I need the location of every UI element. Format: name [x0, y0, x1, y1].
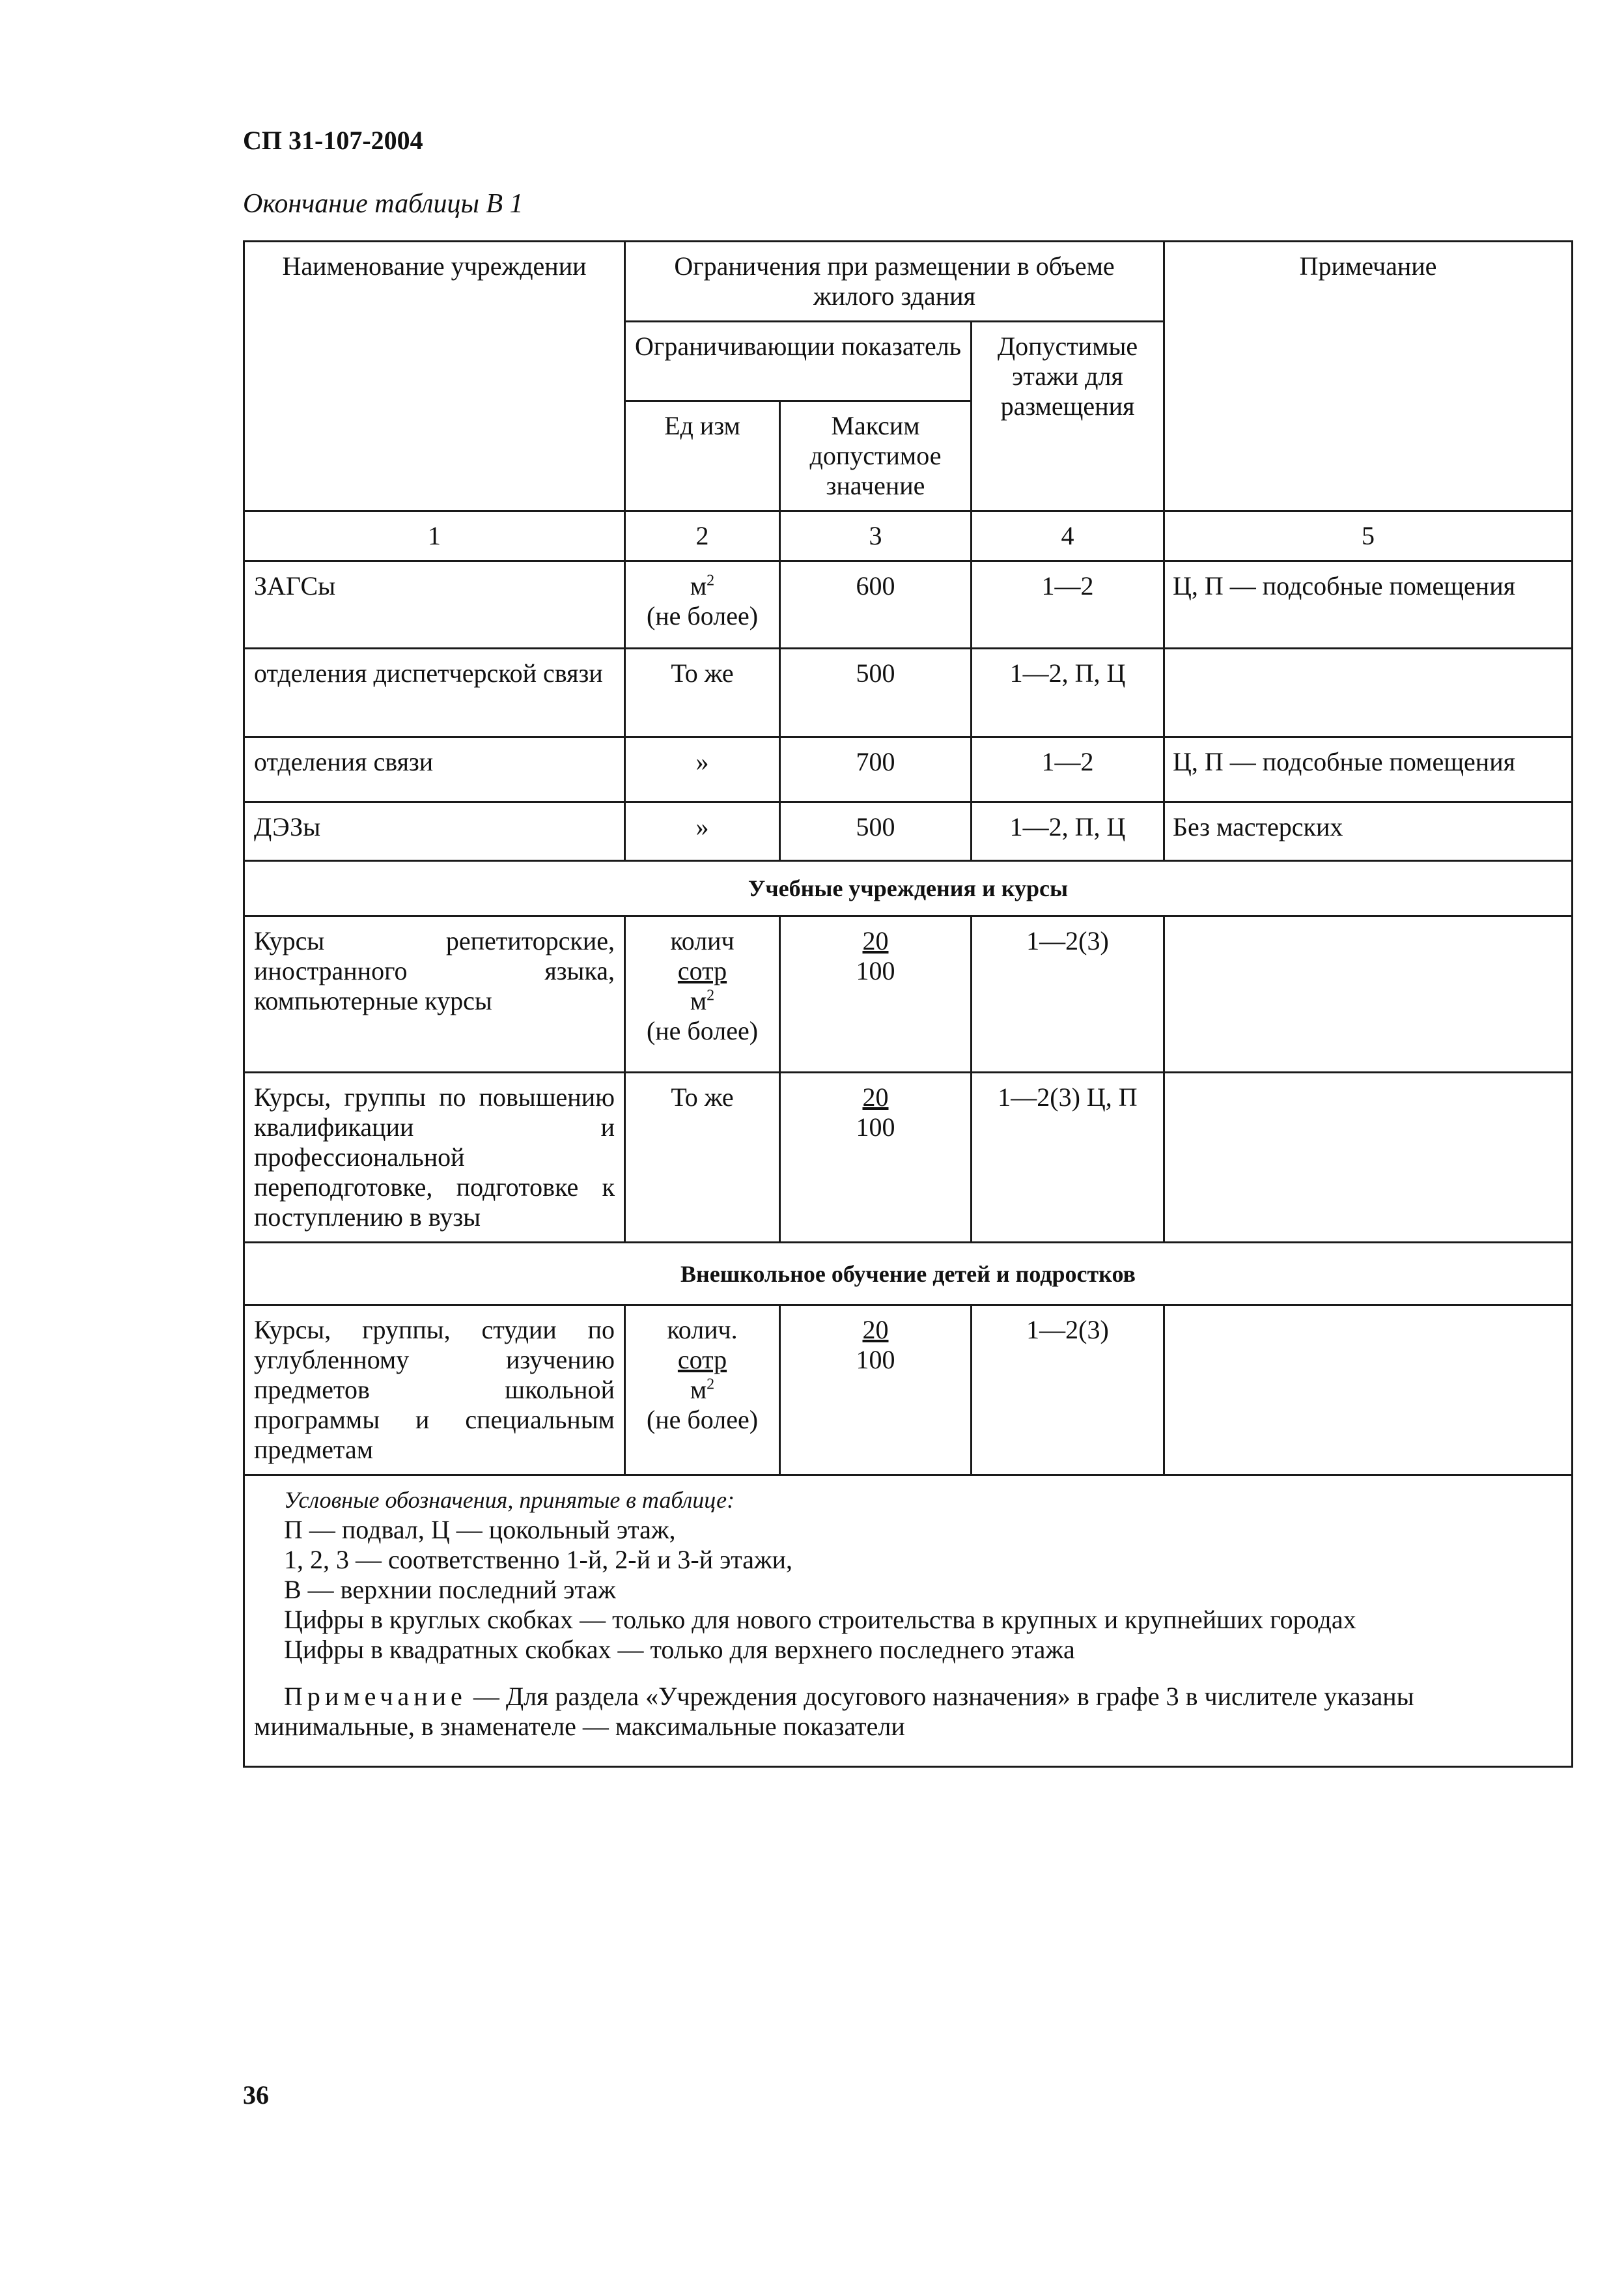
row-unit: То же [625, 649, 780, 737]
value-numerator: 20 [862, 1315, 889, 1344]
main-table [243, 240, 1573, 1768]
row-unit [625, 916, 780, 1073]
unit-extra: (не более) [646, 601, 759, 630]
value-denominator: 100 [856, 1112, 895, 1142]
row-unit [625, 561, 780, 649]
unit-main: м [690, 986, 707, 1015]
col-number: 3 [780, 511, 972, 561]
notes-row [244, 1475, 1573, 1767]
section-title: Внешкольное обучение детей и подростков [244, 1243, 1573, 1305]
table-row [244, 1073, 1573, 1243]
col-number: 4 [972, 511, 1164, 561]
row-floors: 1—2 [972, 561, 1164, 649]
col-header-restrictions: Ограничения при размещении в объеме жилого здания [625, 242, 1164, 322]
row-name: отделения диспетчерской связи [244, 649, 625, 737]
row-floors: 1—2(3) [972, 1305, 1164, 1475]
col-header-unit: Ед изм [625, 401, 780, 511]
col-header-name: Наименование учреждении [244, 242, 625, 511]
col-header-indicator: Ограничивающии показатель [625, 322, 972, 401]
unit-top: колич. [667, 1315, 738, 1344]
unit-mid: сотр [677, 956, 727, 985]
document-code: СП 31-107-2004 [243, 126, 423, 155]
row-value [780, 1305, 972, 1475]
row-unit: » [625, 802, 780, 861]
row-value [780, 1073, 972, 1243]
section-title: Учебные учреждения и курсы [244, 861, 1573, 916]
row-note: Ц, П — подсобные помещения [1164, 737, 1573, 802]
row-name: Курсы репетиторские, иностранного языка, компьютерные курсы [244, 916, 625, 1073]
row-value: 700 [780, 737, 972, 802]
row-floors: 1—2(3) Ц, П [972, 1073, 1164, 1243]
page-number: 36 [243, 2080, 269, 2110]
row-value [780, 916, 972, 1073]
row-unit: То же [625, 1073, 780, 1243]
row-floors: 1—2, П, Ц [972, 802, 1164, 861]
legend-line: П — подвал, Ц — цокольный этаж, [284, 1515, 676, 1544]
row-value: 600 [780, 561, 972, 649]
legend-line: Цифры в круглых скобках — только для нового строительства в крупных и крупнейших городах [284, 1605, 1356, 1634]
value-denominator: 100 [856, 956, 895, 985]
row-name: ДЭЗы [244, 802, 625, 861]
row-name: отделения связи [244, 737, 625, 802]
section-row [244, 1243, 1573, 1305]
table-row [244, 1305, 1573, 1475]
legend-line: 1, 2, 3 — соответственно 1-й, 2-й и 3-й этажи, [284, 1545, 793, 1574]
value-denominator: 100 [856, 1345, 895, 1374]
row-name: Курсы, группы по повышению квалификации и профессиональной переподготовке, подготовке к поступлению в вузы [244, 1073, 625, 1243]
note-text: — Для раздела «Учреждения досугового назначения» в графе 3 в числителе указаны минимальные, в знаменателе — максимальные показатели [254, 1682, 1414, 1741]
col-number: 2 [625, 511, 780, 561]
note-paragraph [254, 1682, 1562, 1742]
unit-extra: (не более) [646, 1405, 759, 1434]
table-row [244, 649, 1573, 737]
unit-superscript: 2 [707, 987, 715, 1004]
table-row [244, 561, 1573, 649]
unit-main: м [690, 1375, 707, 1404]
row-note [1164, 1073, 1573, 1243]
col-number: 1 [244, 511, 625, 561]
row-note [1164, 649, 1573, 737]
row-unit: » [625, 737, 780, 802]
unit-top: колич [670, 926, 735, 955]
table-caption: Окончание таблицы В 1 [243, 189, 524, 219]
row-value: 500 [780, 649, 972, 737]
legend-line: Цифры в квадратных скобках — только для верхнего последнего этажа [284, 1635, 1075, 1664]
section-row [244, 861, 1573, 916]
unit-main: м [690, 571, 707, 601]
column-number-row [244, 511, 1573, 561]
row-note: Ц, П — подсобные помещения [1164, 561, 1573, 649]
legend-line: В — верхнии последний этаж [284, 1575, 616, 1604]
row-value: 500 [780, 802, 972, 861]
table-row [244, 802, 1573, 861]
col-header-note: Примечание [1164, 242, 1573, 511]
row-note: Без мастерских [1164, 802, 1573, 861]
note-label: Примечание [284, 1682, 467, 1711]
value-numerator: 20 [862, 1082, 889, 1112]
notes-cell [244, 1475, 1573, 1767]
row-name: Курсы, группы, студии по углубленному изучению предметов школьной программы и специальным предметам [244, 1305, 625, 1475]
row-note [1164, 1305, 1573, 1475]
row-note [1164, 916, 1573, 1073]
table-row [244, 737, 1573, 802]
row-name: ЗАГСы [244, 561, 625, 649]
unit-superscript: 2 [707, 572, 715, 589]
legend-title: Условные обозначения, принятые в таблице: [284, 1487, 735, 1513]
unit-mid: сотр [677, 1345, 727, 1374]
row-unit [625, 1305, 780, 1475]
row-floors: 1—2, П, Ц [972, 649, 1164, 737]
col-number: 5 [1164, 511, 1573, 561]
unit-extra: (не более) [646, 1016, 759, 1045]
row-floors: 1—2(3) [972, 916, 1164, 1073]
col-header-floors: Допустимые этажи для размещения [972, 322, 1164, 511]
table-row [244, 916, 1573, 1073]
col-header-max-value: Максим допустимое значение [780, 401, 972, 511]
row-floors: 1—2 [972, 737, 1164, 802]
value-numerator: 20 [862, 926, 889, 955]
header-row-1 [244, 242, 1573, 322]
unit-superscript: 2 [707, 1376, 715, 1393]
